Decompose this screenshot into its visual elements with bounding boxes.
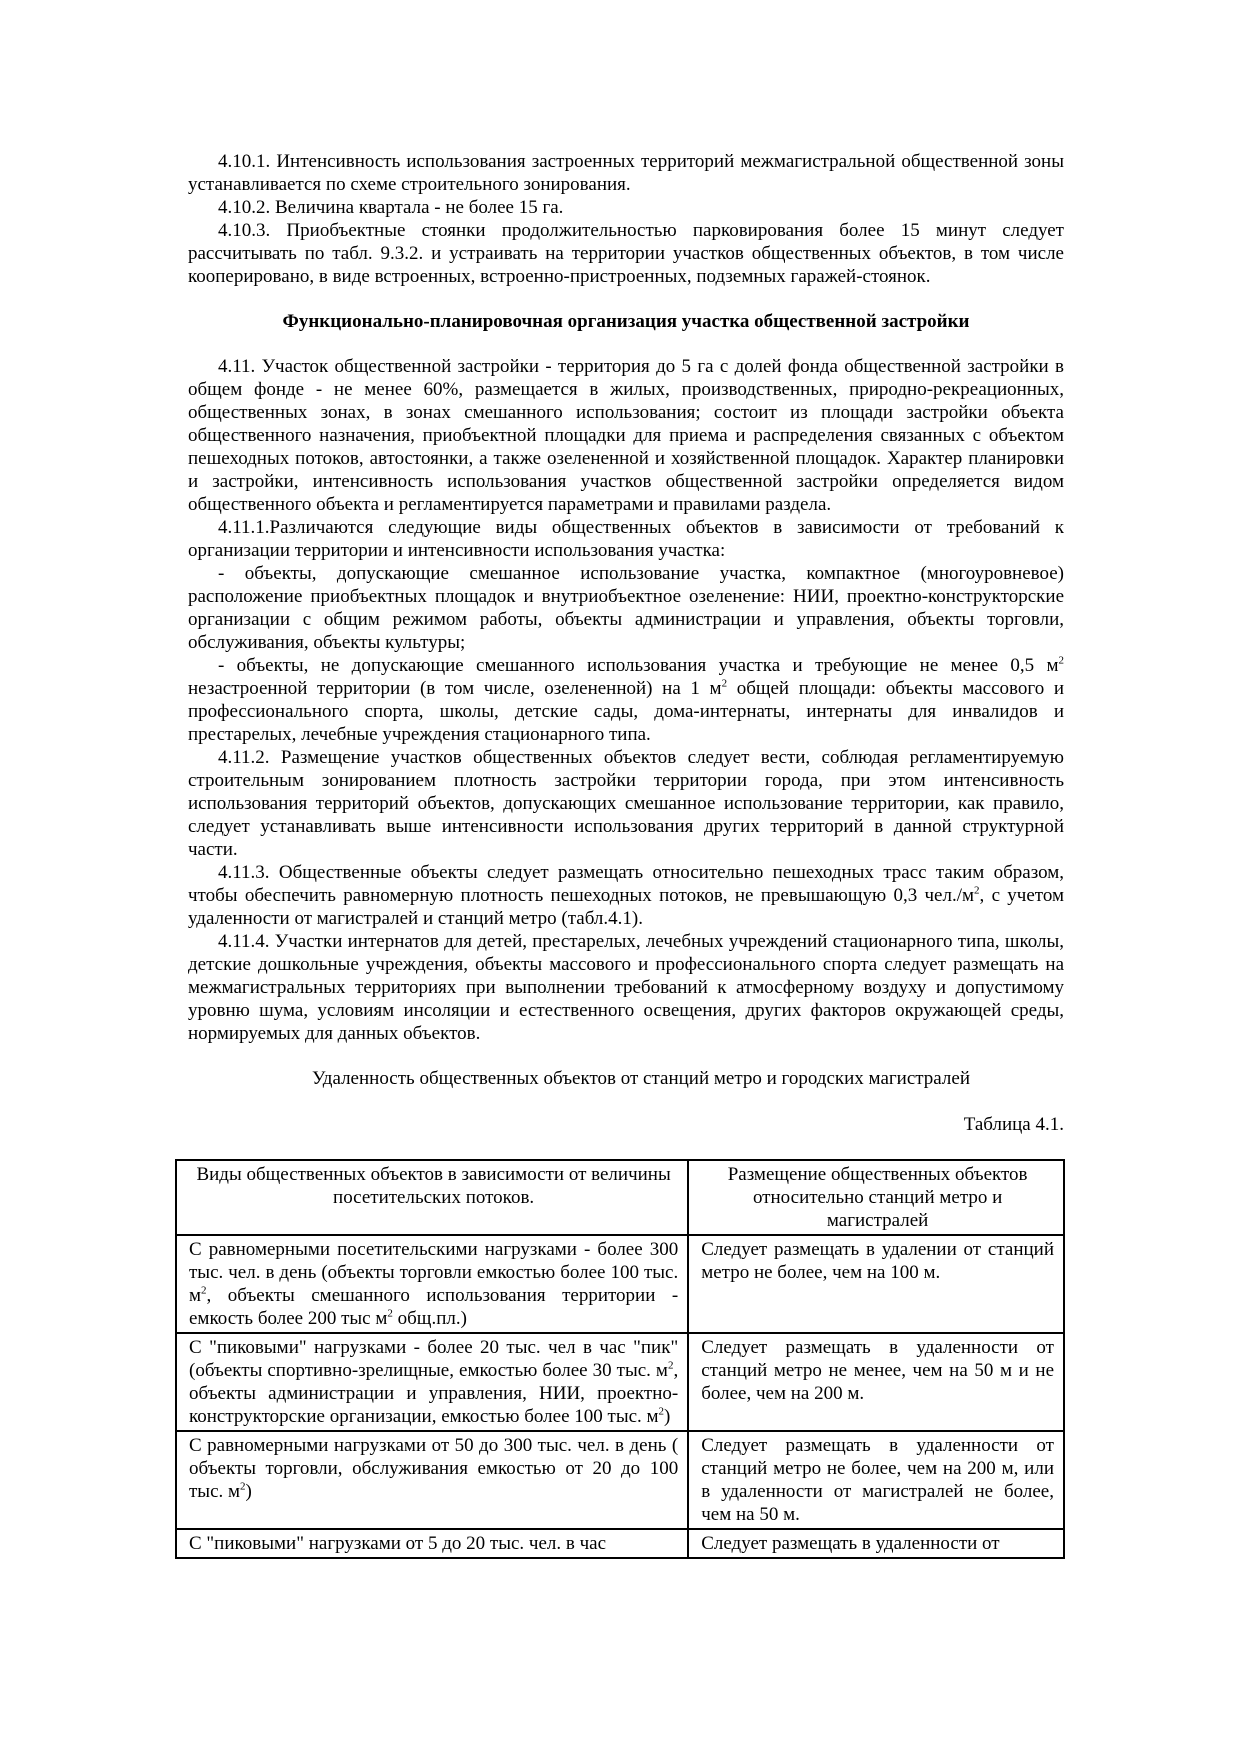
table-row (176, 1333, 1064, 1431)
paragraph-4-11-2: 4.11.2. Размещение участков общественных объектов следует вести, соблюдая регламентируемую строительным зонированием плотность застройки территории города, при этом интенсивность использования территорий объектов, допускающих смешанное использование территории, как правило, следует устанавливать выше интенсивности использования других территорий в данной структурной части. (188, 747, 1064, 860)
table-row (176, 1431, 1064, 1529)
table-header-object-type: Виды общественных объектов в зависимости от величины посетительских потоков. (176, 1160, 688, 1235)
table-number: Таблица 4.1. (963, 1114, 1064, 1135)
paragraph-4-11-3: 4.11.3. Общественные объекты следует размещать относительно пешеходных трасс таким образом, чтобы обеспечить равномерную плотность пешеходных потоков, не превышающую 0,3 $чел./м^2$, с учетом удаленности от магистралей и станций метро (табл.4.1). (188, 862, 1065, 929)
paragraph-4-11: 4.11. Участок общественной застройки - территория до 5 га с долей фонда общественной застройки в общем фонде - не менее 60%, размещается в жилых, производственных, природно-рекреационных, общественных зонах, в зонах смешанного использования; состоит из площади застройки объекта общественного назначения, приобъектной площадки для приема и распределения связанных с объектом пешеходных потоков, автостоянки, а также озелененной и хозяйственной площадок. Характер планировки и застройки, интенсивность использования участков общественной застройки определяется видом общественного объекта и регламентируется параметрами и правилами раздела. (188, 356, 1064, 515)
table-caption: Удаленность общественных объектов от станций метро и городских магистралей (312, 1068, 970, 1089)
paragraph-4-10-2: 4.10.2. Величина квартала - не более 15 га. (218, 197, 564, 218)
table-header-row (176, 1160, 1064, 1235)
paragraph-4-11-1: 4.11.1.Различаются следующие виды общественных объектов в зависимости от требований к организации территории и интенсивности использования участка: (188, 517, 1064, 561)
table-row (176, 1235, 1064, 1333)
distance-table (175, 1159, 1065, 1559)
list-item-mixed-use: - объекты, допускающие смешанное использование участка, компактное (многоуровневое) расположение приобъектных площадок и внутриобъектное озеленение: НИИ, проектно-конструкторские организации с общим режимом работы, объекты администрации и управления, объекты торговли, обслуживания, объекты культуры; (188, 563, 1064, 653)
table-row (176, 1529, 1064, 1558)
table-cell-placement: Следует размещать в удаленности от станций метро не более, чем на 200 м, или в удаленности от магистралей не более, чем на 50 м. (688, 1431, 1064, 1529)
table-cell-object-type: С равномерными нагрузками от 50 до 300 тыс. чел. в день ( объекты торговли, обслуживания емкостью от 20 до 100 тыс. $м^2$) (176, 1431, 688, 1529)
table-header-placement: Размещение общественных объектов относительно станций метро и магистралей (688, 1160, 1064, 1235)
document-body (188, 150, 1064, 1559)
section-heading: Функционально-планировочная организация участка общественной застройки (282, 311, 970, 332)
table-cell-object-type: С "пиковыми" нагрузками от 5 до 20 тыс. чел. в час (176, 1529, 688, 1558)
paragraph-4-10-1: 4.10.1. Интенсивность использования застроенных территорий межмагистральной общественной зоны устанавливается по схеме строительного зонирования. (188, 151, 1064, 195)
table-cell-object-type: С "пиковыми" нагрузками - более 20 тыс. чел в час "пик" (объекты спортивно-зрелищные, емкостью более 30 тыс. $м^2$, объекты администрации и управления, НИИ, проектно-конструкторские организации, емкостью более 100 тыс. $м^2$) (176, 1333, 688, 1431)
table-cell-placement: Следует размещать в удаленности от станций метро не менее, чем на 50 м и не более, чем на 200 м. (688, 1333, 1064, 1431)
table-cell-object-type: С равномерными посетительскими нагрузками - более 300 тыс. чел. в день (объекты торговли емкостью более 100 тыс. $м^2$, объекты смешанного использования территории - емкость более 200 тыс $м^2$ общ.пл.) (176, 1235, 688, 1333)
paragraph-4-10-3: 4.10.3. Приобъектные стоянки продолжительностью парковирования более 15 минут следует рассчитывать по табл. 9.3.2. и устраивать на территории участков общественных объектов, в том числе кооперировано, в виде встроенных, встроенно-пристроенных, подземных гаражей-стоянок. (188, 220, 1064, 287)
list-item-non-mixed-use: - объекты, не допускающие смешанного использования участка и требующие не менее 0,5 $м^2$ незастроенной территории (в том числе, озелененной) на 1 $м^2$ общей площади: объекты массового и профессионального спорта, школы, детские сады, дома-интернаты, интернаты для инвалидов и престарелых, лечебные учреждения стационарного типа. (188, 654, 1065, 745)
paragraph-4-11-4: 4.11.4. Участки интернатов для детей, престарелых, лечебных учреждений стационарного типа, школы, детские дошкольные учреждения, объекты массового и профессионального спорта следует размещать на межмагистральных территориях при выполнении требований к атмосферному воздуху и допустимому уровню шума, условиям инсоляции и естественного освещения, других факторов окружающей среды, нормируемых для данных объектов. (188, 931, 1064, 1044)
table-cell-placement: Следует размещать в удалении от станций метро не более, чем на 100 м. (688, 1235, 1064, 1333)
table-cell-placement: Следует размещать в удаленности от (688, 1529, 1064, 1558)
